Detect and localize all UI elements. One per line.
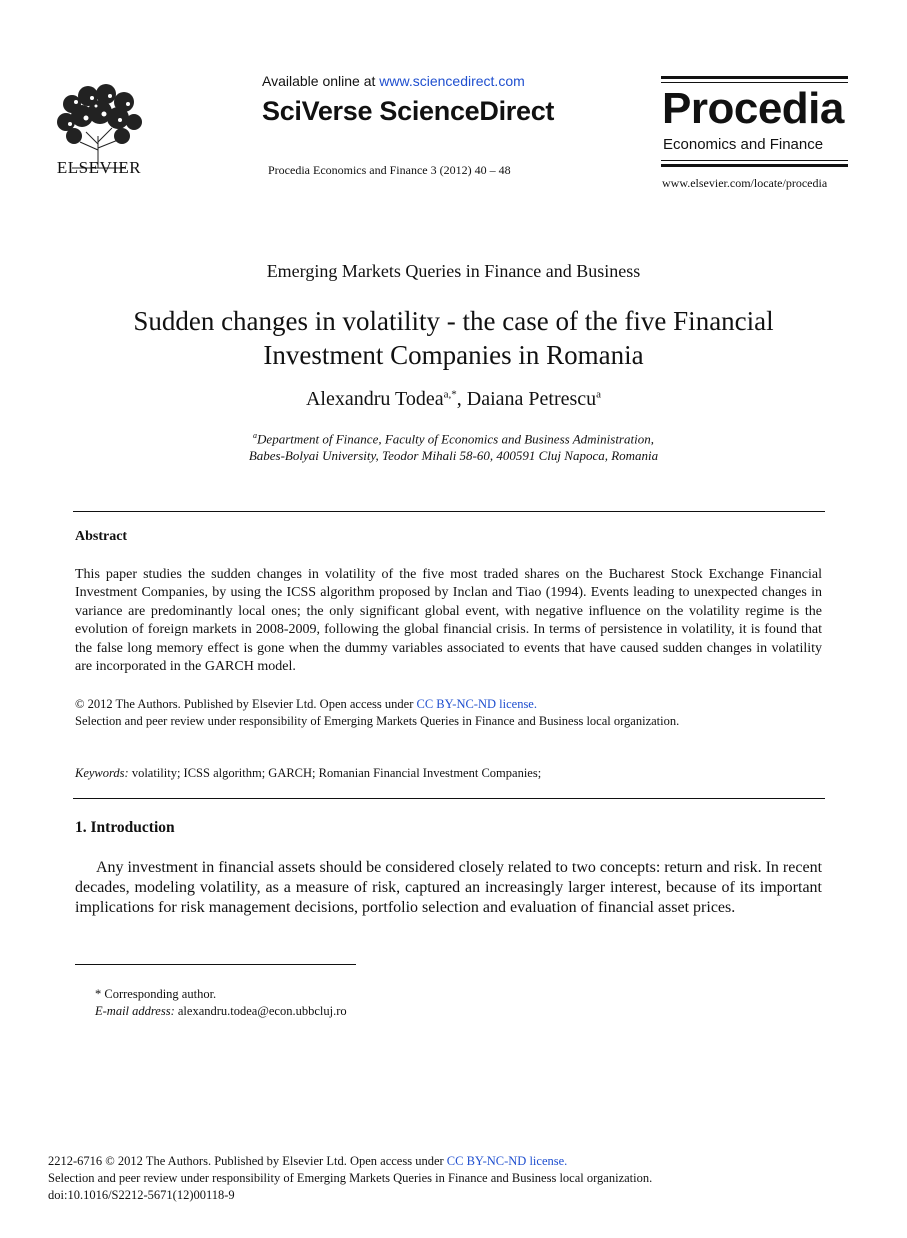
- footnote-rule: [75, 964, 356, 965]
- conference-name: Emerging Markets Queries in Finance and Business: [266, 261, 641, 281]
- footer-license-link[interactable]: CC BY-NC-ND license.: [446, 1154, 568, 1168]
- introduction-text: Any investment in financial assets should be considered closely related to two concepts: return and risk. In recent decades, modeling volatility, as a measure of risk, captured an increasingly larger interest, because of its important implications for risk management decisions, portfolio selection and evaluation of financial asset prices.: [75, 859, 823, 916]
- footer-peer-review: Selection and peer review under responsibility of Emerging Markets Queries in Finance and Business local organization.: [48, 1171, 653, 1185]
- abstract-body: This paper studies the sudden changes in volatility of the five most traded shares on the Bucharest Stock Exchange Financial Investment Companies, by using the ICSS algorithm proposed by Inclan and Tiao (1994). Events leading to unexpected changes in variance are predominantly local ones; the only significant global event, with negative influence on the volatility regime is the evolution of foreign markets in 2008-2009, following the global financial crisis. In terms of persistence in volatility, it is found that the false long memory effect is gone when the dummy variables associated to events that have caused sudden changes in volatility are incorporated in the GARCH model.: [75, 567, 822, 675]
- author-marks: a,*: [443, 388, 457, 401]
- author-marks: a: [596, 388, 602, 401]
- introduction-body: [75, 858, 822, 918]
- affiliation: [0, 427, 907, 464]
- keywords-label: Keywords:: [75, 766, 129, 780]
- sciverse-logo-text: SciVerse ScienceDirect: [262, 96, 555, 126]
- footer-issn-line: [48, 1153, 652, 1170]
- sciencedirect-link[interactable]: www.sciencedirect.com: [379, 73, 525, 89]
- section-divider-top: [73, 511, 825, 512]
- article-title: [0, 304, 907, 372]
- author-separator: ,: [456, 388, 467, 410]
- author-name: Daiana Petrescu: [466, 388, 597, 410]
- journal-reference: Procedia Economics and Finance 3 (2012) 40 – 48: [268, 163, 511, 177]
- affiliation-mark: a: [253, 431, 258, 440]
- title-line-1: Sudden changes in volatility - the case of the five Financial: [133, 306, 774, 336]
- author-name: Alexandru Todea: [305, 388, 444, 410]
- abstract-heading: Abstract: [75, 529, 128, 544]
- keywords-values: volatility; ICSS algorithm; GARCH; Romanian Financial Investment Companies;: [128, 766, 542, 780]
- page-footer: [48, 1153, 652, 1204]
- procedia-logo-subtitle: Economics and Finance: [663, 136, 824, 153]
- copyright-line: [75, 696, 822, 713]
- procedia-rule-bottom-thick: [661, 164, 848, 167]
- affiliation-line-1: [0, 427, 907, 447]
- procedia-rule-top-thin: [661, 82, 848, 83]
- procedia-rule-top-thick: [661, 76, 848, 79]
- copyright-text: © 2012 The Authors. Published by Elsevier Ltd. Open access under: [75, 697, 417, 711]
- title-line-2: Investment Companies in Romania: [263, 340, 644, 370]
- email-address[interactable]: alexandru.todea@econ.ubbcluj.ro: [174, 1004, 347, 1018]
- affiliation-text-1: Department of Finance, Faculty of Economics and Business Administration,: [257, 431, 654, 447]
- email-label: E-mail address:: [95, 1004, 175, 1018]
- footer-doi: doi:10.1016/S2212-5671(12)00118-9: [48, 1188, 235, 1202]
- procedia-logo-title: Procedia: [662, 84, 844, 133]
- keywords-line: [75, 766, 541, 781]
- elsevier-wordmark: ELSEVIER: [56, 158, 142, 177]
- author-list: [0, 388, 907, 411]
- procedia-url[interactable]: www.elsevier.com/locate/procedia: [662, 176, 828, 190]
- email-note: [95, 1004, 347, 1019]
- corresponding-author-note: * Corresponding author.: [95, 987, 217, 1001]
- procedia-rule-bottom-thin: [661, 160, 848, 161]
- affiliation-line-2: Babes-Bolyai University, Teodor Mihali 58-60, 400591 Cluj Napoca, Romania: [248, 448, 659, 464]
- introduction-heading: 1. Introduction: [75, 819, 175, 836]
- available-prefix: Available online at: [262, 73, 380, 89]
- available-online-line: [262, 73, 525, 89]
- license-link[interactable]: CC BY-NC-ND license.: [416, 697, 537, 711]
- section-divider-bottom: [73, 798, 825, 799]
- copyright-block: [75, 696, 822, 730]
- footer-issn-text: 2212-6716 © 2012 The Authors. Published by Elsevier Ltd. Open access under: [48, 1154, 447, 1168]
- peer-review-line: Selection and peer review under responsibility of Emerging Markets Queries in Finance and Business local organization.: [75, 714, 680, 728]
